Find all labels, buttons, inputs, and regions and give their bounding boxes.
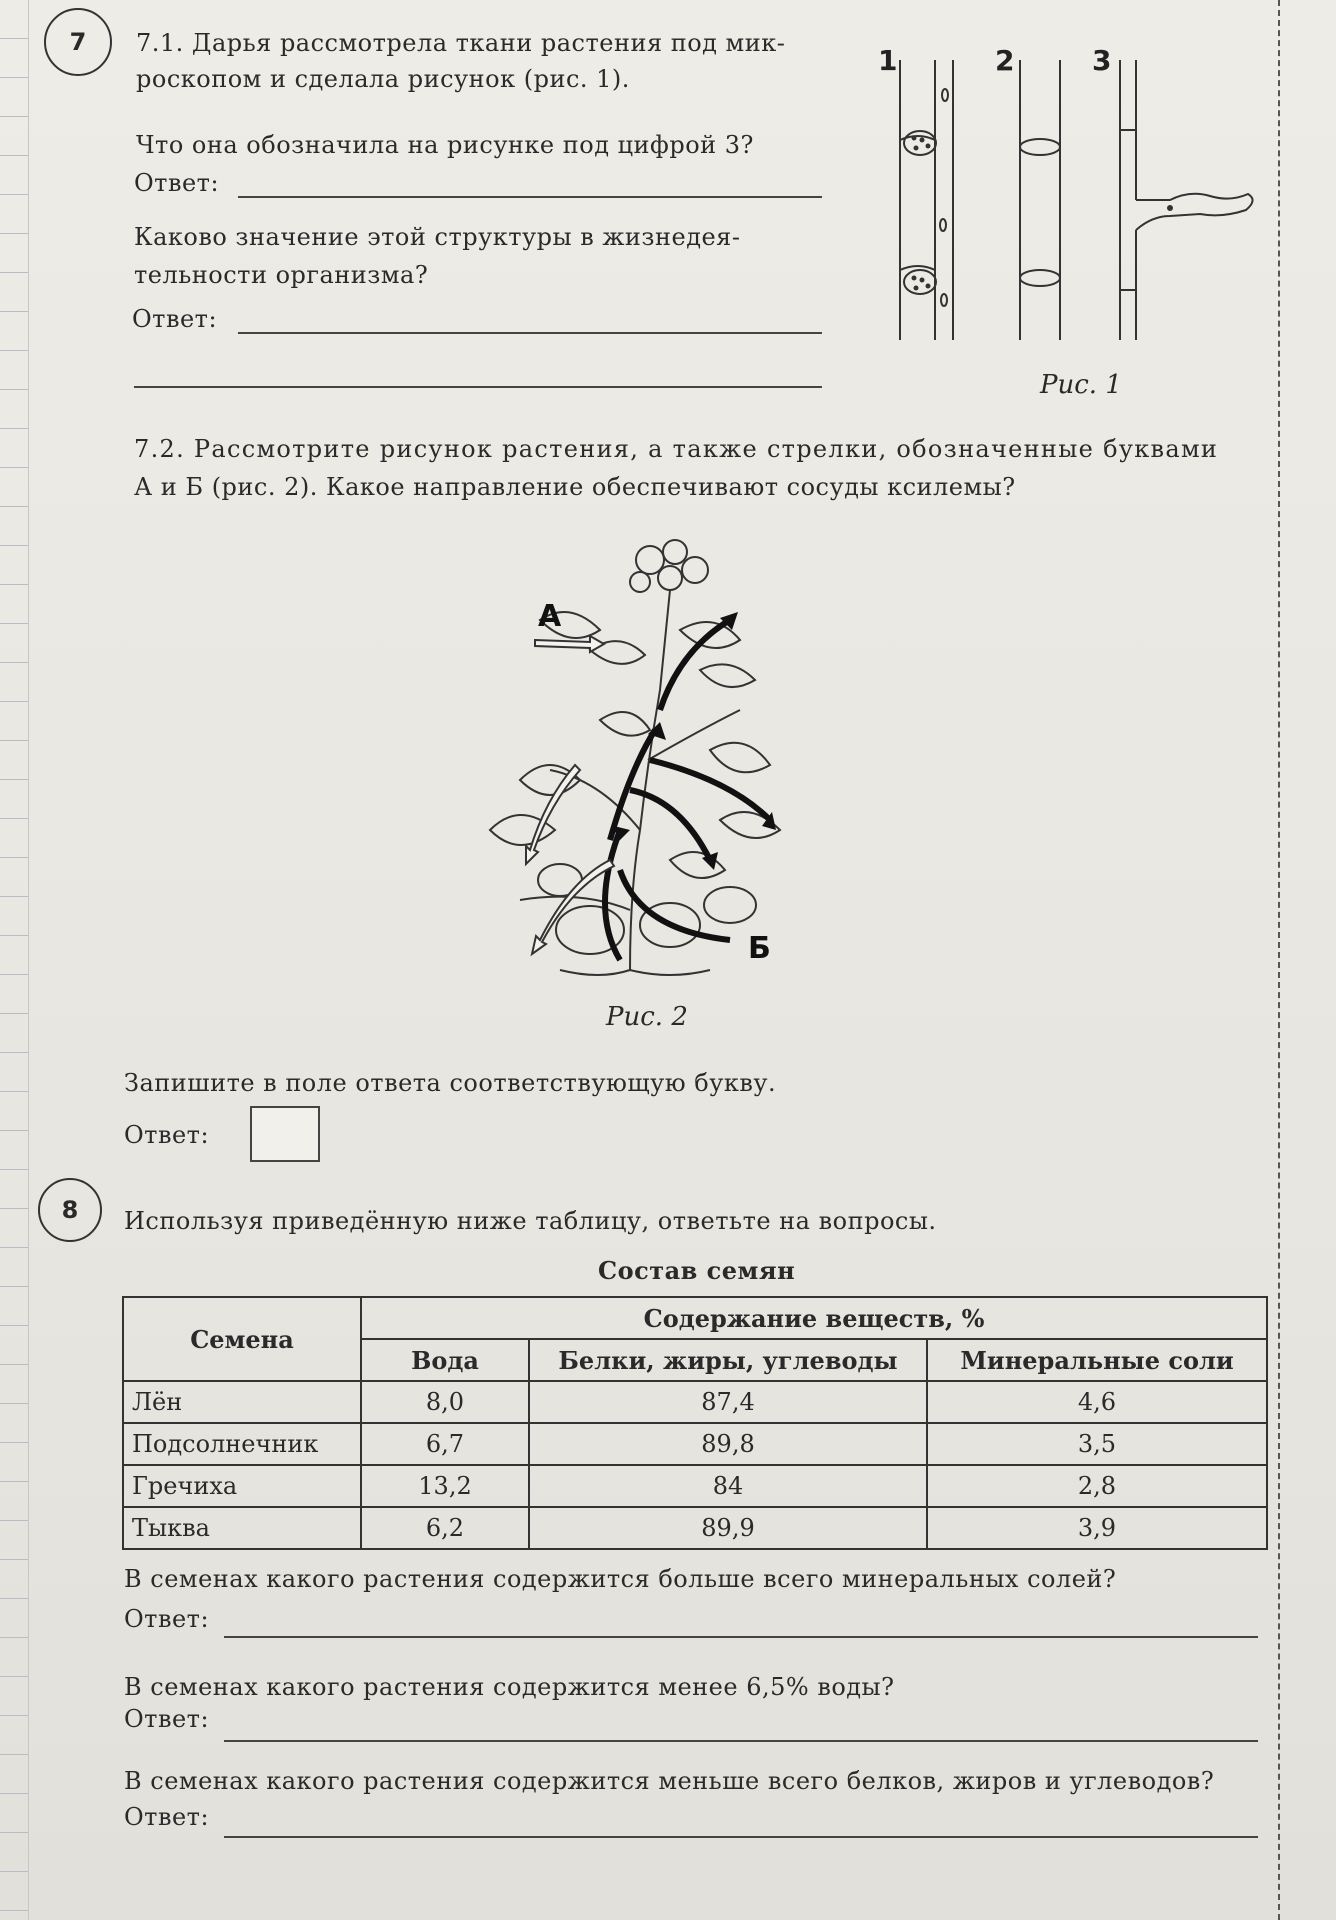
answer-line-8-1[interactable] [224, 1636, 1258, 1638]
seed-name: Гречиха [123, 1465, 361, 1507]
table-row [123, 1465, 1267, 1507]
answer-line-7-1-a[interactable] [238, 196, 822, 198]
task-7-1-question: Что она обозначила на рисунке под цифрой 3? [136, 131, 754, 159]
figure-1-plant-tissues [870, 40, 1270, 360]
figure-1-label-1: 1 [878, 44, 898, 77]
task-8-intro: Используя приведённую ниже таблицу, ответьте на вопросы. [124, 1207, 937, 1235]
header-minerals: Минеральные соли [927, 1339, 1267, 1381]
answer-label: Ответ: [124, 1705, 210, 1733]
water-value: 6,2 [361, 1507, 529, 1549]
minerals-value: 4,6 [927, 1381, 1267, 1423]
table-row [123, 1423, 1267, 1465]
task-7-1-text-line2: роскопом и сделала рисунок (рис. 1). [136, 65, 630, 93]
figure-2-label-b: Б [748, 931, 771, 966]
table-title: Состав семян [598, 1256, 796, 1285]
answer-label: Ответ: [124, 1605, 210, 1633]
header-bju: Белки, жиры, углеводы [529, 1339, 927, 1381]
task-7-1-text-line1: 7.1. Дарья рассмотрела ткани растения под мик- [136, 29, 786, 57]
task-8-question-2: В семенах какого растения содержится менее 6,5% воды? [124, 1673, 895, 1701]
table-row [123, 1381, 1267, 1423]
task-7-number: 7 [44, 8, 112, 76]
bju-value: 84 [529, 1465, 927, 1507]
header-water: Вода [361, 1339, 529, 1381]
task-7-1-question2-line2: тельности организма? [134, 261, 429, 289]
task-7-2-instruction: Запишите в поле ответа соответствующую букву. [124, 1069, 777, 1097]
figure-2-label-a: А [538, 599, 562, 634]
table-row [123, 1507, 1267, 1549]
answer-line-7-1-c[interactable] [134, 386, 822, 388]
cut-line [1278, 0, 1280, 1920]
bju-value: 89,9 [529, 1507, 927, 1549]
minerals-value: 3,5 [927, 1423, 1267, 1465]
notebook-margin [0, 0, 29, 1920]
answer-box-7-2[interactable] [250, 1106, 320, 1162]
task-8-question-3: В семенах какого растения содержится меньше всего белков, жиров и углеводов? [124, 1767, 1215, 1795]
answer-line-7-1-b[interactable] [238, 332, 822, 334]
answer-line-8-3[interactable] [224, 1836, 1258, 1838]
task-8-question-1: В семенах какого растения содержится больше всего минеральных солей? [124, 1565, 1117, 1593]
figure-2-potato-plant [480, 530, 820, 990]
task-8-number: 8 [38, 1178, 102, 1242]
figure-1-label-3: 3 [1092, 44, 1112, 77]
water-value: 13,2 [361, 1465, 529, 1507]
task-7-1-question2-line1: Каково значение этой структуры в жизнедея- [134, 223, 741, 251]
answer-label: Ответ: [124, 1803, 210, 1831]
task-7-2-text-line1: 7.2. Рассмотрите рисунок растения, а также стрелки, обозначенные буквами [134, 435, 1219, 463]
task-7-2-text-line2: А и Б (рис. 2). Какое направление обеспечивают сосуды ксилемы? [134, 473, 1016, 501]
answer-line-8-2[interactable] [224, 1740, 1258, 1742]
answer-label: Ответ: [134, 169, 220, 197]
header-seeds: Семена [123, 1297, 361, 1381]
bju-value: 87,4 [529, 1381, 927, 1423]
seeds-composition-table [122, 1296, 1268, 1550]
seed-name: Подсолнечник [123, 1423, 361, 1465]
seed-name: Тыква [123, 1507, 361, 1549]
minerals-value: 2,8 [927, 1465, 1267, 1507]
minerals-value: 3,9 [927, 1507, 1267, 1549]
figure-2-caption: Рис. 2 [606, 1002, 688, 1032]
seed-name: Лён [123, 1381, 361, 1423]
answer-label: Ответ: [124, 1121, 210, 1149]
header-content: Содержание веществ, % [361, 1297, 1267, 1339]
bju-value: 89,8 [529, 1423, 927, 1465]
water-value: 8,0 [361, 1381, 529, 1423]
figure-1-caption: Рис. 1 [1040, 370, 1122, 400]
water-value: 6,7 [361, 1423, 529, 1465]
figure-1-label-2: 2 [995, 44, 1015, 77]
answer-label: Ответ: [132, 305, 218, 333]
